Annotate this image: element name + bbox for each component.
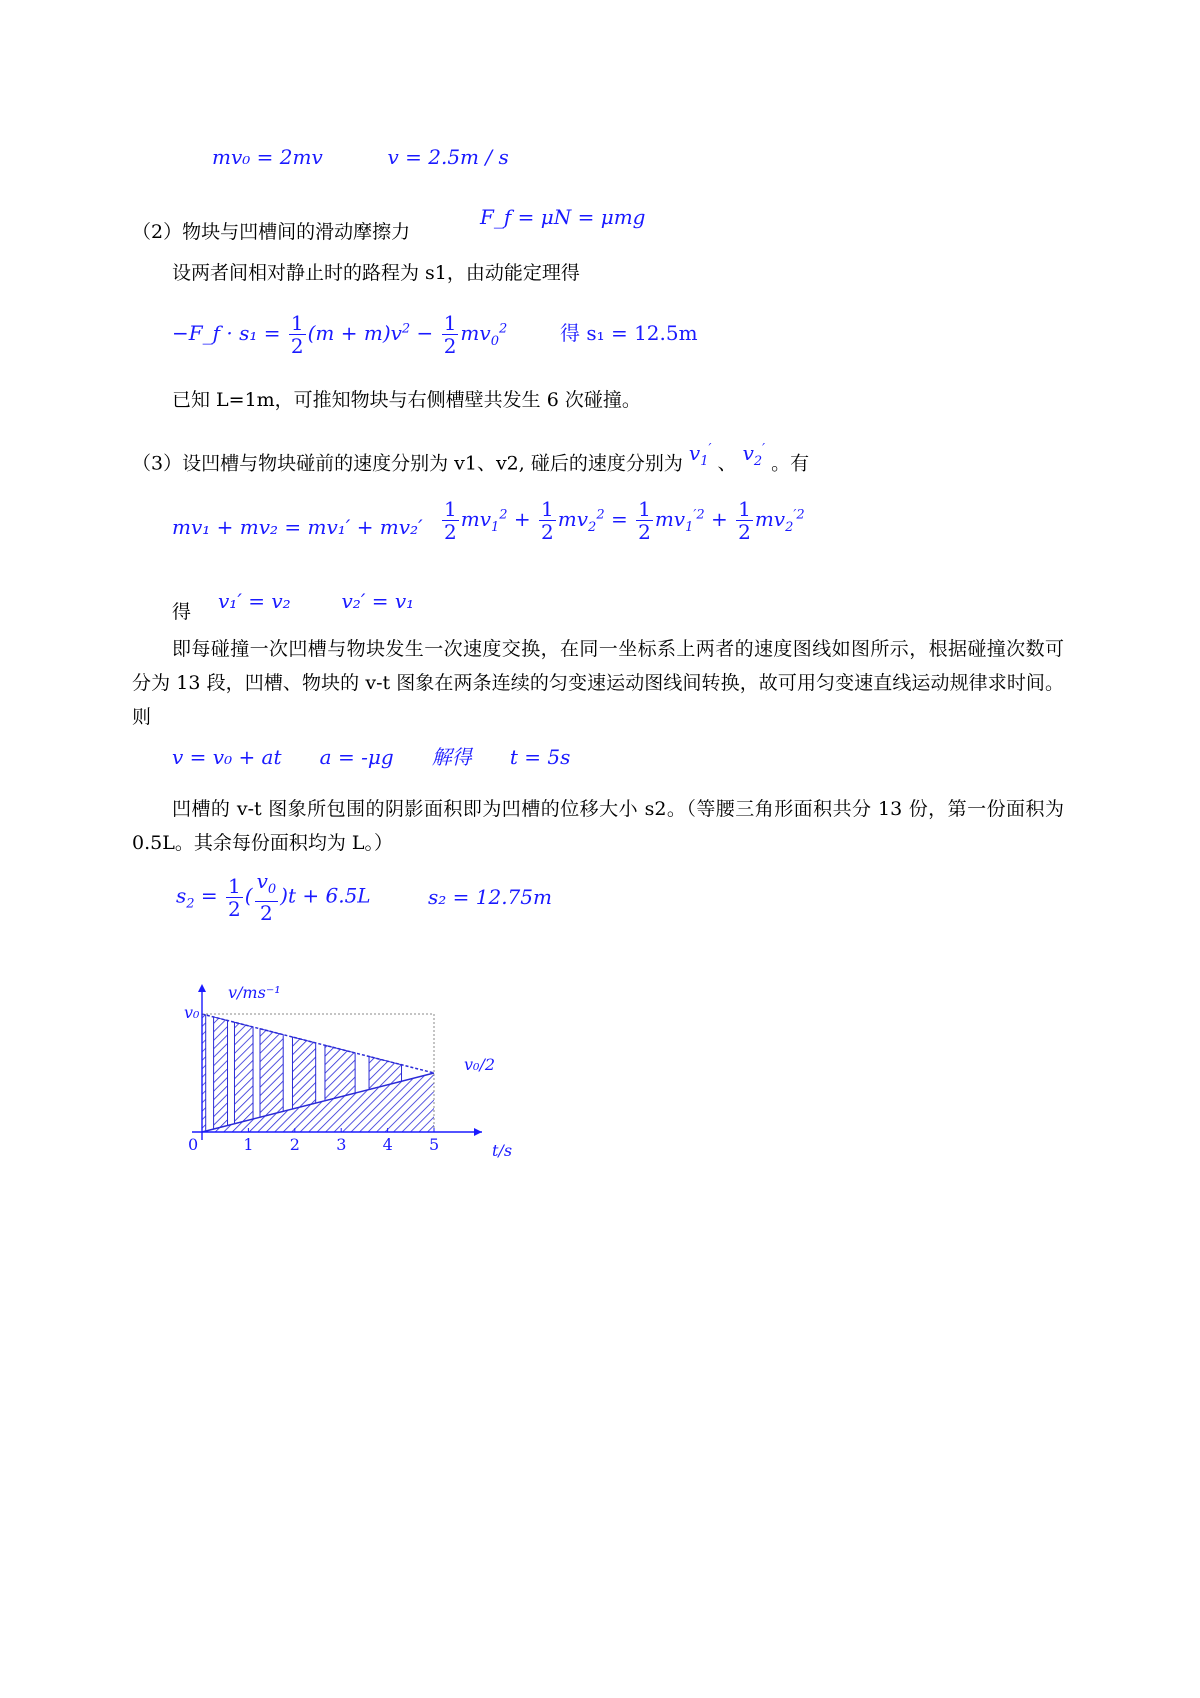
chart-layer xyxy=(192,984,482,1154)
formula-collision-momentum: mv₁ + mv₂ = mv₁′ + mv₂′ xyxy=(172,515,423,539)
x-tick-label: 4 xyxy=(382,1135,393,1154)
formula-velocity-result: v = 2.5m / s xyxy=(387,145,509,169)
formula-momentum-conservation xyxy=(212,144,509,170)
x-tick-label: 1 xyxy=(243,1135,254,1154)
symbol-v2-prime: $v_2'$ xyxy=(742,440,766,469)
formula-kinematics: v = v₀ + at a = -μg 解得 t = 5s xyxy=(172,745,571,769)
part3-text: （3）设凹槽与物块碰前的速度分别为 v1、v2, 碰后的速度分别为 xyxy=(132,452,683,475)
part3-separator: 、 xyxy=(717,452,737,475)
formula-velocity-swap: v₁′ = v₂ v₂′ = v₁ xyxy=(218,589,415,613)
hatched-segment xyxy=(234,1022,253,1123)
formula-energy-left: −F_f · s₁ = xyxy=(172,321,281,345)
x-tick-label: 5 xyxy=(429,1135,440,1154)
formula-s2-tail: )t + 6.5L xyxy=(280,883,371,908)
chart-v0-label: v₀ xyxy=(184,1003,200,1022)
hatched-segment xyxy=(260,1029,283,1118)
part3-label xyxy=(132,440,810,485)
known-collisions: 已知 L=1m，可推知物块与右侧槽壁共发生 6 次碰撞。 xyxy=(172,389,641,411)
x-tick-label: 2 xyxy=(289,1135,300,1154)
formula-s2-result: s₂ = 12.75m xyxy=(428,885,552,909)
part2-line: 设两者间相对静止时的路程为 s1，由动能定理得 xyxy=(172,262,580,284)
hatched-segment xyxy=(214,1017,228,1129)
chart-xlabel: t/s xyxy=(492,1141,513,1160)
formula-collision-energy: $\frac{1}{2}$ $mv_1^2$ + $\frac{1}{2}$ $mv_2^2$ = $\frac{1}{2}$ $mv_1^{'2}$ + $\frac{1}{2}$ $mv_2^{'2}$ xyxy=(444,497,805,544)
vt-chart xyxy=(180,980,540,1180)
x-tick-label: 3 xyxy=(336,1135,347,1154)
part3-end: 。有 xyxy=(771,452,810,475)
chart-ylabel: v/ms⁻¹ xyxy=(228,983,281,1002)
formula-energy-result: 得 s₁ = 12.5m xyxy=(559,321,698,345)
symbol-v1-prime: $v_1'$ xyxy=(688,440,712,469)
formula-s2: $s_2$ = $\frac{1}{2}$ ( $\frac{v_0}{2}$ )t + 6.5L xyxy=(176,869,371,925)
explanation-paragraph: 即每碰撞一次凹槽与物块发生一次速度交换，在同一坐标系上两者的速度图线如图所示，根据碰撞次数可分为 13 段，凹槽、物块的 v-t 图象在两条连续的匀变速运动图线间转换，故可用匀变速直线运动规律求时间。则 xyxy=(132,638,1064,728)
formula-friction: F_f = μN = μmg xyxy=(480,205,646,229)
formula-energy-theorem: −F_f · s₁ = $\frac{1}{2}$ $(m + m)v^2$ − $\frac{1}{2}$ $mv_0^2$ 得 s₁ = 12.5m xyxy=(172,311,698,358)
chart-v0-half-label: v₀/2 xyxy=(464,1055,496,1074)
chart-origin: 0 xyxy=(188,1135,199,1154)
part2-label: （2）物块与凹槽间的滑动摩擦力 xyxy=(132,221,411,243)
hatched-segment xyxy=(292,1037,315,1109)
hatched-segment xyxy=(325,1045,355,1100)
formula-mv0: mv₀ = 2mv xyxy=(212,145,323,169)
y-axis-arrow xyxy=(198,984,206,992)
de-label: 得 xyxy=(172,601,192,623)
x-axis-arrow xyxy=(474,1128,482,1136)
area-paragraph: 凹槽的 v-t 图象所包围的阴影面积即为凹槽的位移大小 s2。（等腰三角形面积共分 13 份，第一份面积为 0.5L。其余每份面积均为 L。） xyxy=(132,798,1064,854)
